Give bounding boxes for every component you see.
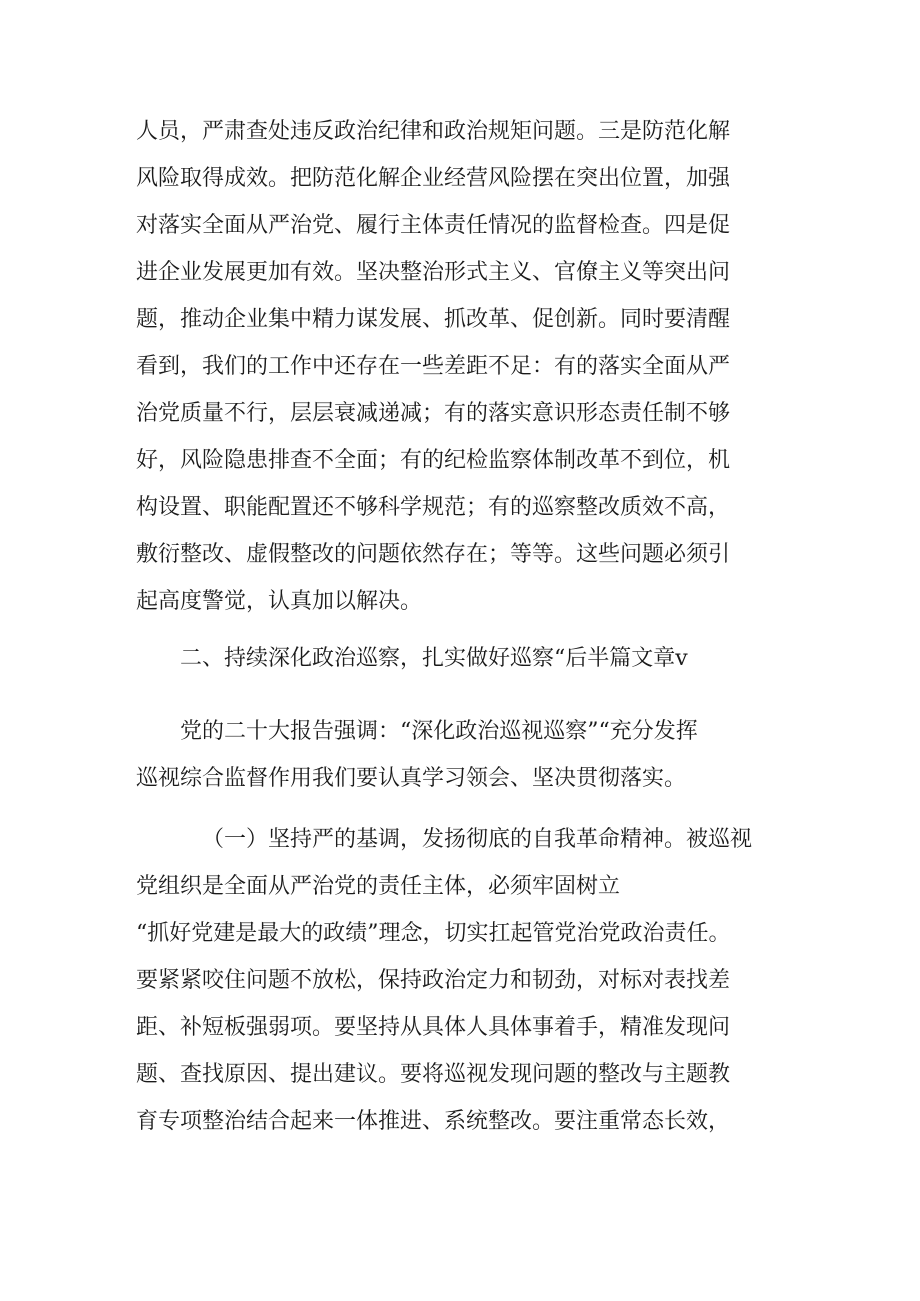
body-text-line: 要紧紧咬住问题不放松，保持政治定力和韧劲，对标对表找差 [136, 968, 731, 993]
body-text-line: 题、查找原因、提出建议。要将巡视发现问题的整改与主题教 [136, 1062, 731, 1087]
body-text-line: 好，风险隐患排查不全面；有的纪检监察体制改革不到位，机 [136, 448, 731, 473]
body-text-line: 风险取得成效。把防范化解企业经营风险摆在突出位置，加强 [136, 166, 731, 191]
section-heading: 二、持续深化政治巡察，扎实做好巡察“后半篇文章v [180, 646, 688, 671]
body-text-line: 距、补短板强弱项。要坚持从具体人具体事着手，精准发现问 [136, 1015, 731, 1040]
body-text-line: 人员，严肃查处违反政治纪律和政治规矩问题。三是防范化解 [136, 119, 731, 144]
body-text-line: 看到，我们的工作中还存在一些差距不足：有的落实全面从严 [136, 354, 731, 379]
subsection-line: （一）坚持严的基调，发扬彻底的自我革命精神。被巡视 [202, 827, 753, 852]
body-text-line: 起高度警觉，认真加以解决。 [136, 589, 423, 614]
body-text-line: “抓好党建是最大的政绩”理念，切实扛起管党治党政治责任。 [136, 921, 731, 946]
body-text-line: 构设置、职能配置还不够科学规范；有的巡察整改质效不高， [136, 495, 731, 520]
body-text-line: 党的二十大报告强调：“深化政治巡视巡察”“充分发挥 [180, 719, 698, 744]
body-text-line: 敷衍整改、虚假整改的问题依然存在；等等。这些问题必须引 [136, 542, 731, 567]
body-text-line: 育专项整治结合起来一体推进、系统整改。要注重常态长效， [136, 1109, 731, 1134]
body-text-line: 治党质量不行，层层衰减递减；有的落实意识形态责任制不够 [136, 401, 731, 426]
body-text-line: 巡视综合监督作用我们要认真学习领会、坚决贯彻落实。 [136, 766, 687, 791]
body-text-line: 题，推动企业集中精力谋发展、抓改革、促创新。同时要清醒 [136, 307, 731, 332]
body-text-line: 对落实全面从严治党、履行主体责任情况的监督检查。四是促 [136, 213, 731, 238]
body-text-line: 进企业发展更加有效。坚决整治形式主义、官僚主义等突出问 [136, 260, 731, 285]
body-text-line: 党组织是全面从严治党的责任主体，必须牢固树立 [136, 874, 621, 899]
